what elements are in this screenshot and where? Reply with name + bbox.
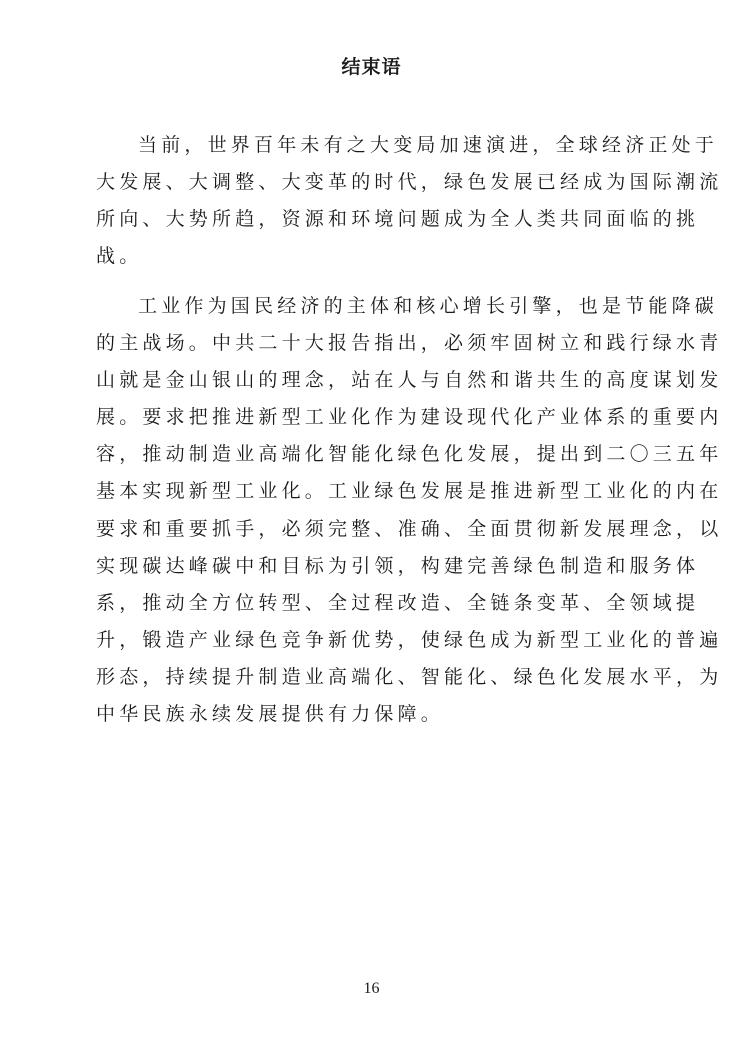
paragraph-line: 实现碳达峰碳中和目标为引领，构建完善绿色制造和服务体	[96, 554, 700, 577]
paragraph-line: 战。	[96, 245, 143, 268]
paragraph-line: 当前，世界百年未有之大变局加速演进，全球经济正处于	[138, 134, 719, 156]
paragraph-line: 工业作为国民经济的主体和核心增长引擎，也是节能降碳	[138, 295, 719, 317]
paragraph-line: 所向、大势所趋，资源和环境问题成为全人类共同面临的挑	[96, 208, 700, 231]
paragraph-1	[96, 127, 723, 275]
paragraph-line: 基本实现新型工业化。工业绿色发展是推进新型工业化的内在	[96, 480, 723, 503]
paragraph-line: 升，锻造产业绿色竞争新优势，使绿色成为新型工业化的普遍	[96, 628, 723, 651]
paragraph-line: 中华民族永续发展提供有力保障。	[96, 703, 445, 726]
page-title: 结束语	[341, 56, 402, 78]
paragraph-line: 形态，持续提升制造业高端化、智能化、绿色化发展水平，为	[96, 665, 723, 688]
paragraph-line: 要求和重要抓手，必须完整、准确、全面贯彻新发展理念，以	[96, 517, 723, 540]
page-number: 16	[363, 980, 380, 997]
paragraph-line: 展。要求把推进新型工业化作为建设现代化产业体系的重要内	[96, 406, 723, 429]
paragraph-2	[96, 288, 723, 733]
paragraph-line: 的主战场。中共二十大报告指出，必须牢固树立和践行绿水青	[96, 332, 723, 355]
paragraph-line: 山就是金山银山的理念，站在人与自然和谐共生的高度谋划发	[96, 369, 723, 392]
paragraph-line: 容，推动制造业高端化智能化绿色化发展，提出到二〇三五年	[96, 443, 723, 466]
paragraph-line: 大发展、大调整、大变革的时代，绿色发展已经成为国际潮流	[96, 171, 723, 194]
paragraph-line: 系，推动全方位转型、全过程改造、全链条变革、全领域提	[96, 591, 700, 614]
